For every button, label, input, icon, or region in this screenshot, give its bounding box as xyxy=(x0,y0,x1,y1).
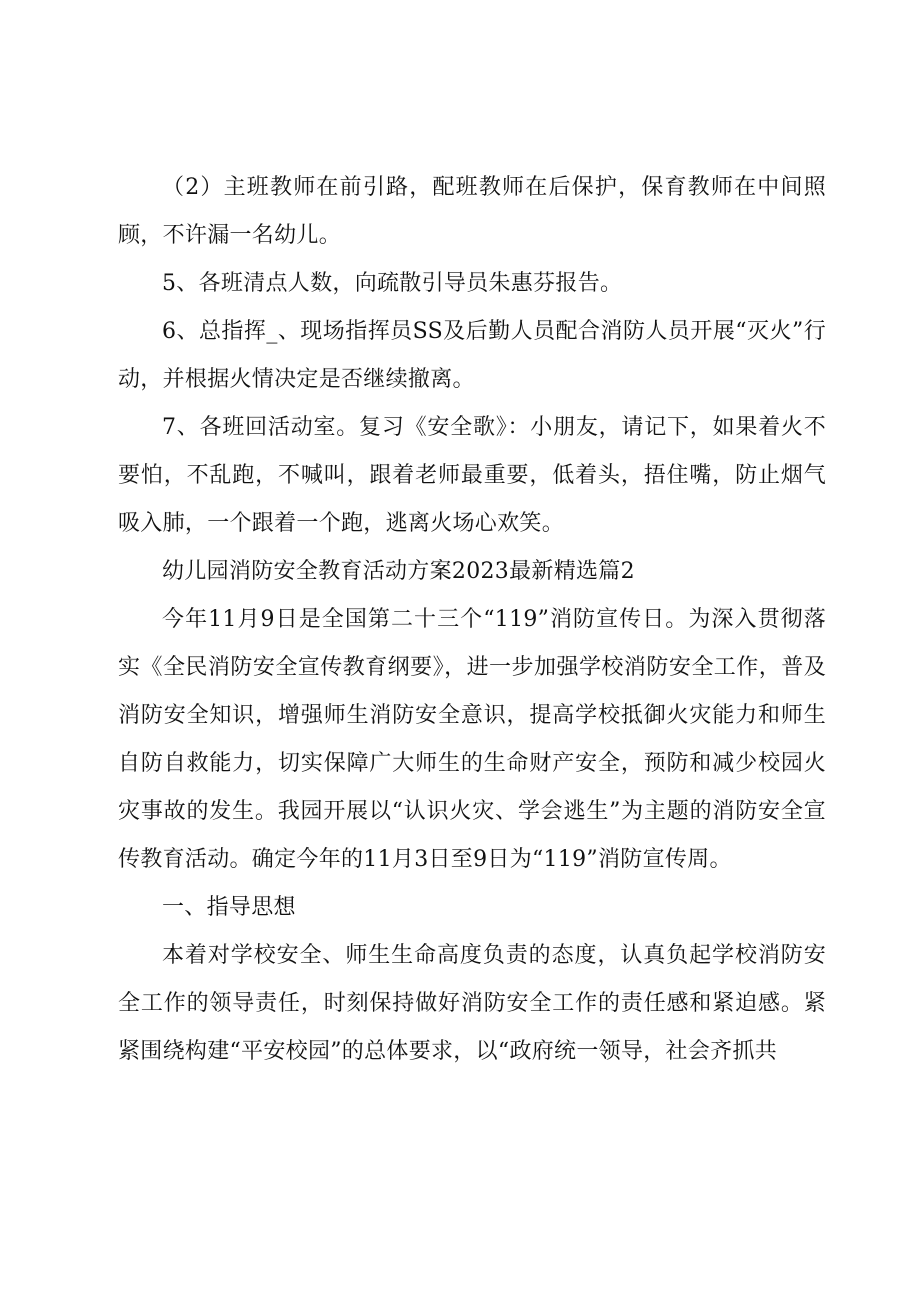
paragraph-firefighting: 6、总指挥_、现场指挥员SS及后勤人员配合消防人员开展“灭火”行动，并根据火情决定是否继续撤离。 xyxy=(118,319,826,392)
paragraph-headcount: 5、各班清点人数，向疏散引导员朱惠芬报告。 xyxy=(162,271,623,296)
document-body xyxy=(118,164,826,1076)
heading-guiding-ideology: 一、指导思想 xyxy=(162,895,296,920)
paragraph-guiding-ideology: 本着对学校安全、师生生命高度负责的态度，认真负起学校消防安全工作的领导责任，时刻保持做好消防安全工作的责任感和紧迫感。紧紧围绕构建“平安校园”的总体要求，以“政府统一领导，社会齐抓共 xyxy=(118,943,826,1064)
section-title-plan-2: 幼儿园消防安全教育活动方案2023最新精选篇2 xyxy=(162,559,635,584)
paragraph-introduction: 今年11月9日是全国第二十三个“119”消防宣传日。为深入贯彻落实《全民消防安全宣传教育纲要》，进一步加强学校消防安全工作，普及消防安全知识，增强师生消防安全意识，提高学校抵御火灾能力和师生自防自救能力，切实保障广大师生的生命财产安全，预防和减少校园火灾事故的发生。我园开展以“认识火灾、学会逃生”为主题的消防安全宣传教育活动。确定今年的11月3日至9日为“119”消防宣传周。 xyxy=(118,607,826,872)
paragraph-safety-song: 7、各班回活动室。复习《安全歌》：小朋友，请记下，如果着火不要怕，不乱跑，不喊叫，跟着老师最重要，低着头，捂住嘴，防止烟气吸入肺，一个跟着一个跑，逃离火场心欢笑。 xyxy=(118,415,826,536)
paragraph-evacuation-order: （2）主班教师在前引路，配班教师在后保护，保育教师在中间照顾，不许漏一名幼儿。 xyxy=(118,175,826,248)
